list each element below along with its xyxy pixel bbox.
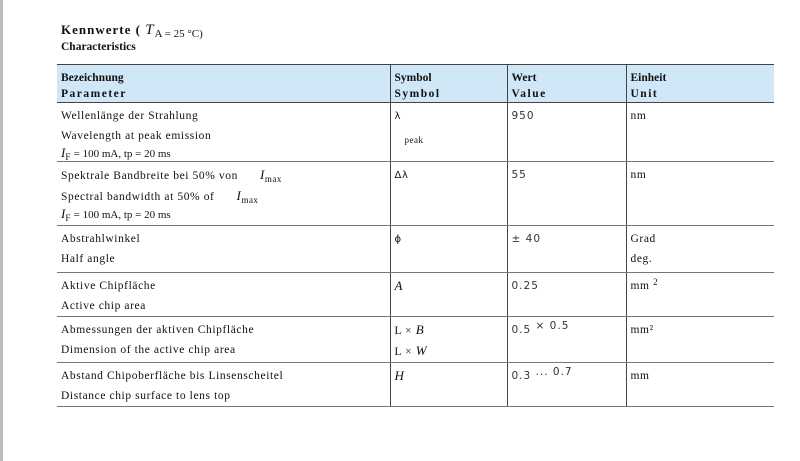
- value-superscript: ... 0.7: [535, 366, 573, 378]
- value-text: 950: [511, 110, 535, 122]
- cell-symbol: [390, 363, 507, 407]
- cell-parameter: [57, 363, 390, 407]
- symbol-lambda: λ: [394, 111, 402, 122]
- table-row: [57, 273, 774, 317]
- header-parameter: [57, 65, 390, 103]
- value-text: 55: [511, 169, 527, 181]
- header-value-de: Wert: [511, 72, 537, 84]
- test-condition: [61, 207, 386, 222]
- param-english-symbol: I: [236, 188, 242, 203]
- header-unit-en: Unit: [630, 88, 659, 100]
- param-english-subscript: max: [241, 195, 259, 205]
- value-text: ± 40: [511, 233, 541, 245]
- header-value: [507, 65, 626, 103]
- param-english: Dimension of the active chip area: [61, 344, 236, 356]
- param-german-text: Spektrale Bandbreite bei 50% von: [61, 170, 238, 182]
- cell-symbol: [390, 317, 507, 363]
- table-row: [57, 226, 774, 273]
- header-parameter-en: Parameter: [61, 88, 127, 100]
- param-english-text: Spectral bandwidth at 50% of: [61, 191, 215, 203]
- value-text: 0.3: [511, 370, 536, 382]
- unit-superscript: 2: [653, 277, 659, 287]
- param-english: [61, 186, 386, 207]
- header-symbol: [390, 65, 507, 103]
- cell-value: [507, 317, 626, 363]
- cond-symbol: I: [61, 206, 66, 221]
- unit-english: deg.: [630, 253, 653, 265]
- symbol-height: H: [394, 368, 405, 383]
- title-temp-condition: = 25 °C): [161, 28, 203, 40]
- cell-value: [507, 363, 626, 407]
- value-superscript: × 0.5: [535, 320, 570, 332]
- cond-text: = 100 mA, tp = 20 ms: [70, 148, 171, 160]
- param-german-symbol: I: [259, 167, 265, 182]
- param-german: [61, 165, 386, 186]
- section-title: [61, 22, 203, 54]
- symbol-phi: ϕ: [394, 234, 402, 245]
- cell-parameter: [57, 103, 390, 162]
- characteristics-table: [57, 64, 774, 407]
- unit-text: mm: [630, 280, 650, 292]
- cell-symbol: [390, 162, 507, 226]
- cell-unit: [626, 162, 774, 226]
- table-row: [57, 162, 774, 226]
- title-temp-subscript: A: [154, 28, 162, 40]
- cell-symbol: [390, 273, 507, 317]
- cell-unit: [626, 226, 774, 273]
- cell-value: [507, 273, 626, 317]
- cell-symbol: [390, 226, 507, 273]
- unit-text: nm: [630, 110, 647, 122]
- symbol-breadth: B: [415, 322, 425, 337]
- cell-value: [507, 103, 626, 162]
- title-german-text: Kennwerte (: [61, 22, 141, 37]
- param-english: Active chip area: [61, 300, 146, 312]
- cond-subscript: F: [65, 152, 71, 162]
- cell-parameter: [57, 162, 390, 226]
- unit-german: Grad: [630, 233, 656, 245]
- cell-unit: [626, 273, 774, 317]
- param-english: Half angle: [61, 253, 116, 265]
- cell-value: [507, 226, 626, 273]
- unit-text: nm: [630, 169, 647, 181]
- cell-parameter: [57, 226, 390, 273]
- header-unit-de: Einheit: [630, 72, 667, 84]
- title-english: Characteristics: [61, 41, 136, 53]
- header-unit: [626, 65, 774, 103]
- unit-text: mm: [630, 370, 650, 382]
- cond-subscript: F: [65, 213, 71, 223]
- symbol-subscript: peak: [404, 135, 424, 145]
- title-german: [61, 22, 203, 39]
- symbol-length: L ×: [394, 346, 416, 358]
- symbol-width: W: [415, 343, 428, 358]
- param-german: Abmessungen der aktiven Chipfläche: [61, 324, 255, 336]
- cell-parameter: [57, 317, 390, 363]
- symbol-length: L ×: [394, 325, 416, 337]
- param-german: Aktive Chipfläche: [61, 280, 156, 292]
- param-german: Abstrahlwinkel: [61, 233, 141, 245]
- test-condition: [61, 146, 386, 161]
- unit-text: mm²: [630, 324, 654, 336]
- header-value-en: Value: [511, 88, 547, 100]
- cond-text: = 100 mA, tp = 20 ms: [70, 209, 171, 221]
- symbol-area: A: [394, 278, 404, 293]
- cell-symbol: [390, 103, 507, 162]
- header-parameter-de: Bezeichnung: [61, 72, 124, 84]
- cell-unit: [626, 317, 774, 363]
- value-text: 0.5: [511, 324, 536, 336]
- table-row: [57, 363, 774, 407]
- param-german: Wellenlänge der Strahlung: [61, 110, 199, 122]
- left-border: [0, 0, 3, 461]
- table-row: [57, 317, 774, 363]
- param-english: Distance chip surface to lens top: [61, 390, 231, 402]
- param-german: Abstand Chipoberfläche bis Linsenscheitel: [61, 370, 284, 382]
- value-text: 0.25: [511, 280, 539, 292]
- symbol-delta-lambda: Δλ: [394, 170, 409, 181]
- param-german-subscript: max: [264, 174, 282, 184]
- cell-parameter: [57, 273, 390, 317]
- cell-unit: [626, 103, 774, 162]
- header-symbol-de: Symbol: [394, 72, 432, 84]
- header-symbol-en: Symbol: [394, 88, 441, 100]
- table-row: [57, 103, 774, 162]
- cond-symbol: I: [61, 145, 66, 160]
- title-temp-symbol: T: [145, 22, 155, 38]
- param-english: Wavelength at peak emission: [61, 130, 212, 142]
- cell-unit: [626, 363, 774, 407]
- cell-value: [507, 162, 626, 226]
- table-header-row: [57, 65, 774, 103]
